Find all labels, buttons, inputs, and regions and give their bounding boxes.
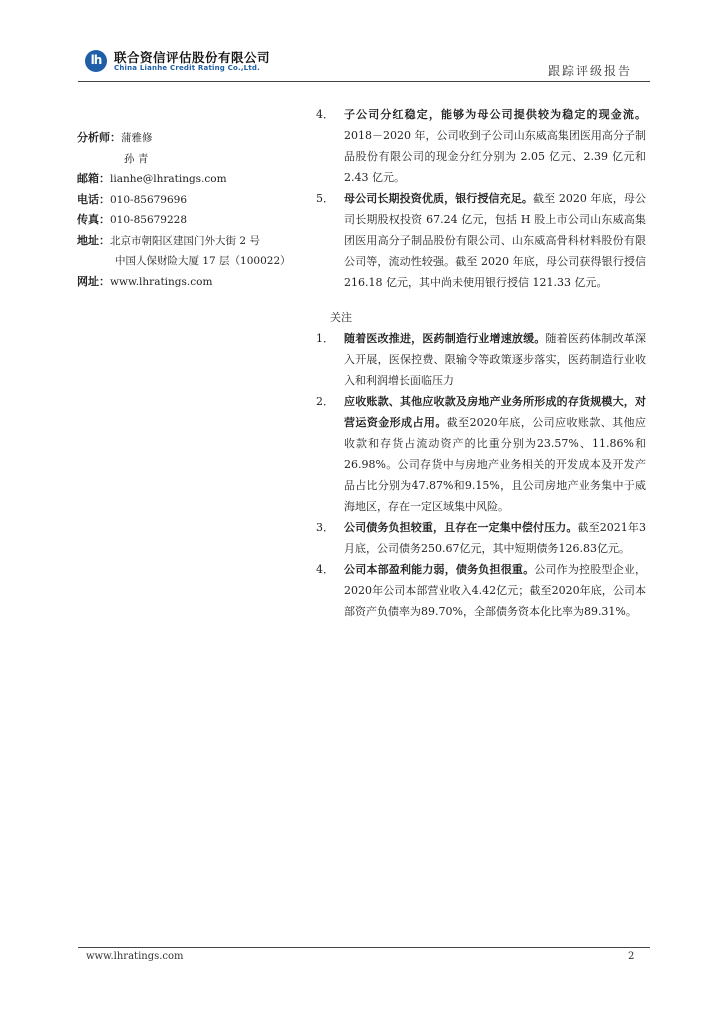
fax-label: 传真： bbox=[77, 213, 110, 226]
concern-item-1 bbox=[316, 328, 647, 391]
item-text: 截至 2020 年底，母公司长期股权投资 67.24 亿元，包括 H 股上市公司山东威高集团医用高分子制品股份有限公司、山东威高骨科材料股份有限公司等，流动性较强。截至 2020 年底，母公司获得银行授信 216.18 亿元，其中尚未使用银行授信 121.33 亿元。 bbox=[344, 192, 646, 289]
address-line-2: 中国人保财险大厦 17 层（100022） bbox=[115, 255, 291, 267]
header-divider bbox=[78, 81, 650, 82]
advantage-item-5 bbox=[316, 188, 646, 293]
website-row bbox=[77, 272, 307, 293]
concerns-title: 关注 bbox=[330, 311, 352, 324]
concern-item-2 bbox=[316, 391, 646, 517]
item-heading: 子公司分红稳定，能够为母公司提供较为稳定的现金流。 bbox=[344, 108, 646, 121]
analyst-label: 分析师： bbox=[77, 131, 121, 144]
item-heading: 母公司长期投资优质，银行授信充足。 bbox=[344, 192, 534, 205]
address-row bbox=[77, 231, 307, 252]
website-label: 网址： bbox=[77, 274, 110, 288]
item-text: 截至2020年底，公司应收账款、其他应收款和存货占流动资产的比重分别为23.57%、11.86%和26.98%。公司存货中与房地产业务相关的开发成本及开发产品占比分别为47.87%和9.15%，且公司房地产业务集中于威海地区，存在一定区域集中风险。 bbox=[344, 416, 646, 513]
report-type: 跟踪评级报告 bbox=[548, 64, 633, 78]
address-line-1: 北京市朝阳区建国门外大街 2 号 bbox=[110, 234, 260, 247]
email-value[interactable]: lianhe@lhratings.com bbox=[110, 173, 227, 185]
item-text: 截至2021年3月底，公司债务250.67亿元，其中短期债务126.83亿元。 bbox=[344, 521, 647, 555]
fax-value: 010-85679228 bbox=[110, 214, 188, 226]
main-content bbox=[316, 104, 647, 622]
analyst-row bbox=[77, 128, 307, 149]
phone-value: 010-85679696 bbox=[110, 193, 188, 206]
item-heading: 应收账款、其他应收款及房地产业务所形成的存货规模大，对营运资金形成占用。 bbox=[344, 395, 646, 429]
item-number: 4． bbox=[316, 108, 334, 121]
item-number: 1． bbox=[316, 332, 334, 345]
address-label: 地址： bbox=[77, 233, 110, 247]
item-number: 4． bbox=[316, 563, 334, 576]
logo-mark: lh bbox=[90, 53, 102, 67]
phone-row bbox=[77, 190, 307, 211]
phone-label: 电话： bbox=[77, 192, 110, 206]
company-name-en: China Lianhe Credit Rating Co.,Ltd. bbox=[114, 64, 260, 72]
address-row-2 bbox=[77, 251, 307, 272]
item-heading: 公司本部盈利能力弱，债务负担很重。 bbox=[344, 563, 535, 576]
item-text: 随着医药体制改革深入开展，医保控费、限输令等政策逐步落实，医药制造行业收入和利润增长面临压力 bbox=[344, 332, 647, 387]
concern-item-4 bbox=[316, 559, 647, 622]
item-number: 5． bbox=[316, 192, 334, 205]
advantage-item-4 bbox=[316, 104, 646, 188]
item-number: 3． bbox=[316, 521, 334, 534]
fax-row bbox=[77, 210, 307, 231]
item-number: 2． bbox=[316, 395, 334, 408]
analyst-name: 孙 青 bbox=[124, 152, 149, 165]
company-name-cn: 联合资信评估股份有限公司 bbox=[114, 50, 271, 65]
analyst-row-2 bbox=[77, 149, 307, 170]
footer-website[interactable]: www.lhratings.com bbox=[86, 951, 184, 962]
concern-item-3 bbox=[316, 517, 647, 559]
analyst-name: 蒲雅修 bbox=[121, 132, 153, 144]
item-heading: 随着医改推进，医药制造行业增速放缓。 bbox=[344, 332, 546, 345]
page-number: 2 bbox=[628, 951, 635, 962]
website-value[interactable]: www.lhratings.com bbox=[110, 275, 213, 288]
item-text: 公司作为控股型企业，2020年公司本部营业收入4.42亿元；截至2020年底，公司本部资产负债率为89.70%，全部债务资本化比率为89.31%。 bbox=[344, 563, 647, 618]
item-heading: 公司债务负担较重，且存在一定集中偿付压力。 bbox=[344, 521, 578, 534]
email-row bbox=[77, 169, 307, 190]
item-text: 2018－2020 年，公司收到子公司山东威高集团医用高分子制品股份有限公司的现金分红分别为 2.05 亿元、2.39 亿元和 2.43 亿元。 bbox=[344, 129, 646, 184]
footer-divider bbox=[78, 947, 650, 948]
contact-block bbox=[77, 128, 307, 292]
email-label: 邮箱： bbox=[77, 172, 110, 185]
